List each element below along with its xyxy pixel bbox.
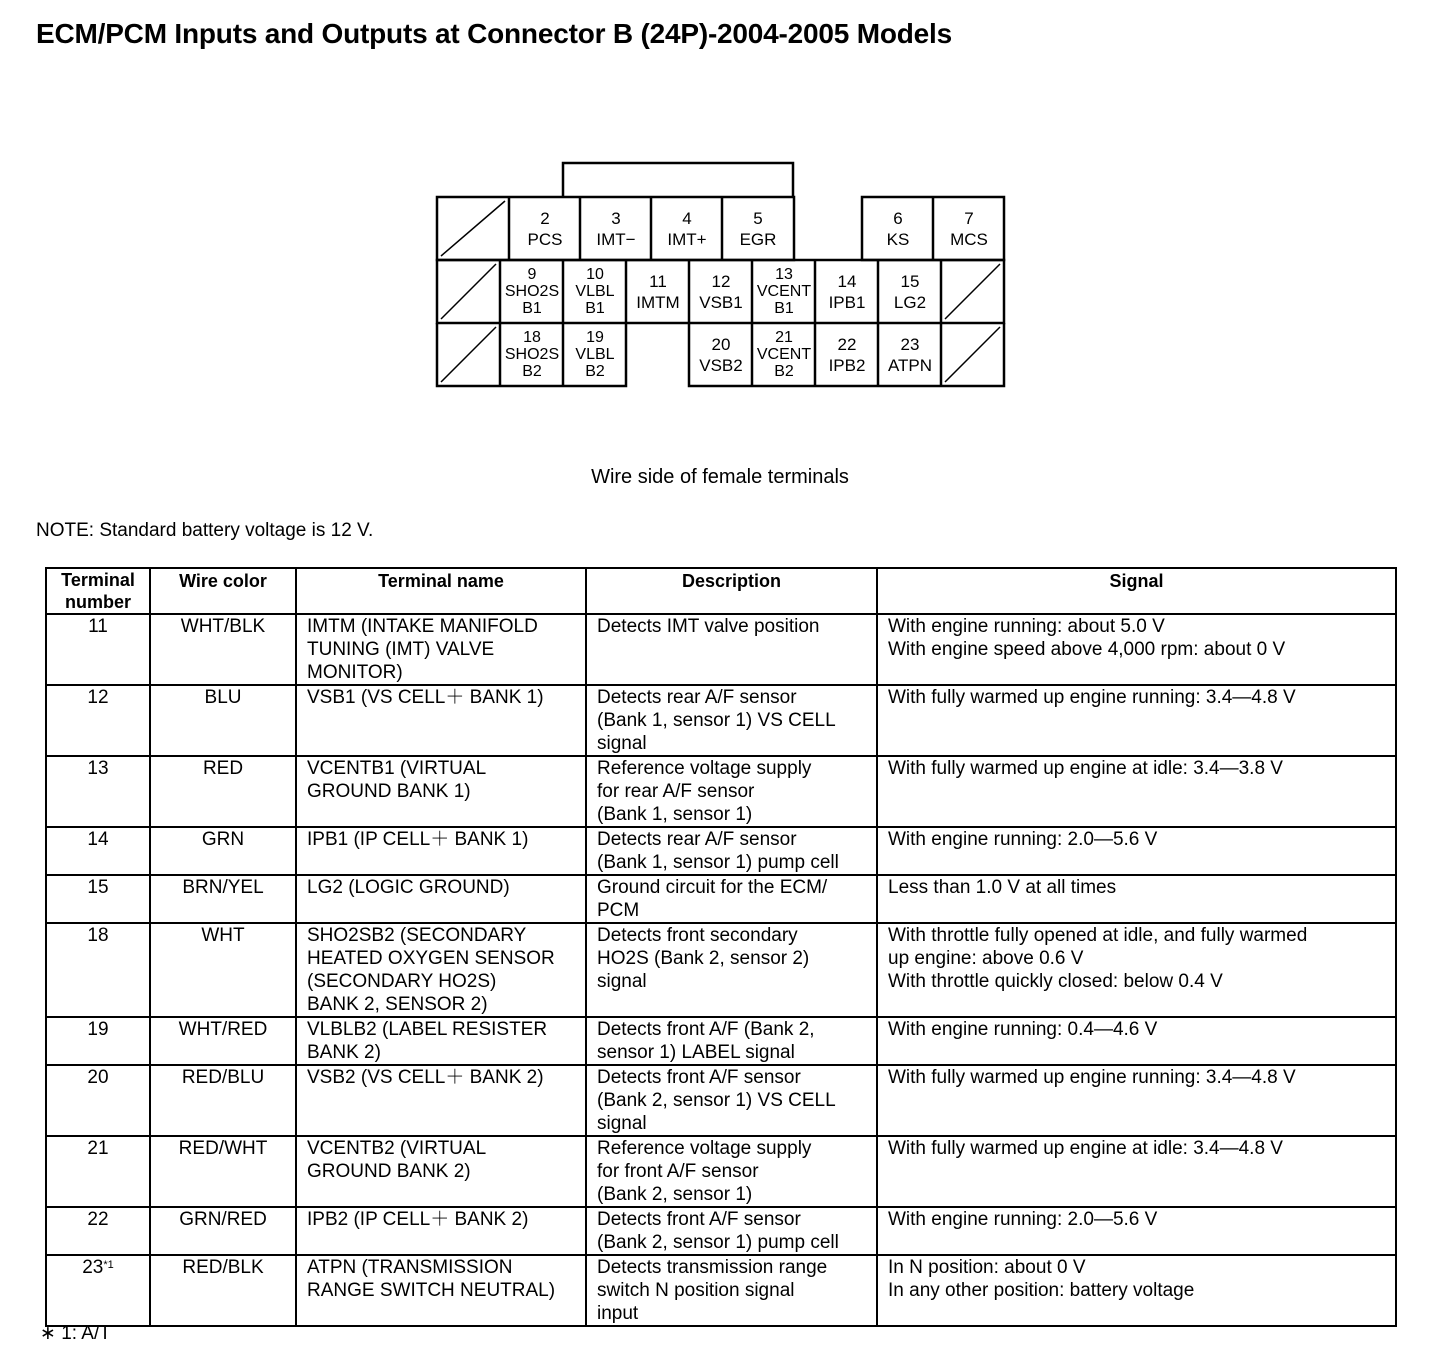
terminal-number-cell xyxy=(46,923,150,1017)
terminal-footnote-mark: *1 xyxy=(103,1259,114,1271)
pin-number: 7 xyxy=(964,209,974,228)
terminal-name-cell xyxy=(296,1136,586,1207)
cell-line: LG2 (LOGIC GROUND) xyxy=(307,877,510,898)
terminal-number: 23 xyxy=(82,1257,104,1278)
cell-line: Detects rear A/F sensor xyxy=(597,829,797,850)
pin-number: 10 xyxy=(586,266,604,283)
cell-line: signal xyxy=(597,1113,647,1134)
cell-line: BANK 2) xyxy=(307,1042,381,1063)
signal-cell xyxy=(877,1065,1396,1136)
pin-label: VSB2 xyxy=(699,356,743,375)
description-cell xyxy=(586,1207,877,1255)
cell-line: (Bank 1, sensor 1) pump cell xyxy=(597,852,839,873)
description-cell xyxy=(586,875,877,923)
terminal-number-cell xyxy=(46,1065,150,1136)
wire-color-cell: GRN xyxy=(150,827,296,875)
io-table xyxy=(45,567,1397,1327)
cell-line: With throttle quickly closed: below 0.4 V xyxy=(888,971,1223,992)
terminal-name-cell xyxy=(296,875,586,923)
cell-line: With fully warmed up engine at idle: 3.4—4.8 V xyxy=(888,1138,1283,1159)
header-signal: Signal xyxy=(877,568,1396,614)
terminal-number-cell xyxy=(46,756,150,827)
cell-line: With engine speed above 4,000 rpm: about 0 V xyxy=(888,639,1286,660)
terminal-name-cell xyxy=(296,1065,586,1136)
pin-number: 3 xyxy=(611,209,621,228)
terminal-name-cell xyxy=(296,1207,586,1255)
cell-line: With engine running: 2.0—5.6 V xyxy=(888,829,1158,850)
pin-number: 21 xyxy=(775,329,793,346)
terminal-number-cell xyxy=(46,875,150,923)
cell-line: signal xyxy=(597,971,647,992)
pin-number: 6 xyxy=(893,209,903,228)
pin-label: B1 xyxy=(522,300,542,317)
terminal-number: 15 xyxy=(87,877,109,898)
cell-line: Reference voltage supply xyxy=(597,758,812,779)
cell-line: HEATED OXYGEN SENSOR xyxy=(307,948,555,969)
cell-line: With fully warmed up engine running: 3.4—4.8 V xyxy=(888,1067,1296,1088)
table-row xyxy=(46,827,1396,875)
table-row xyxy=(46,1207,1396,1255)
pin-label: B2 xyxy=(522,363,542,380)
pin-number: 20 xyxy=(711,335,731,354)
cell-line: In any other position: battery voltage xyxy=(888,1280,1195,1301)
cell-line: Ground circuit for the ECM/ xyxy=(597,877,828,898)
pin-label: IMTM xyxy=(636,293,680,312)
cell-line: SHO2SB2 (SECONDARY xyxy=(307,925,527,946)
signal-cell xyxy=(877,614,1396,685)
description-cell xyxy=(586,614,877,685)
cell-line: With engine running: 0.4—4.6 V xyxy=(888,1019,1158,1040)
pin-number: 14 xyxy=(837,272,857,291)
cell-line: VCENTB2 (VIRTUAL xyxy=(307,1138,487,1159)
cell-line: Less than 1.0 V at all times xyxy=(888,877,1117,898)
terminal-name-cell xyxy=(296,827,586,875)
pin-number: 23 xyxy=(900,335,920,354)
terminal-number: 14 xyxy=(87,829,109,850)
description-cell xyxy=(586,1255,877,1326)
cell-line: (Bank 2, sensor 1) xyxy=(597,1184,753,1205)
pin-label: IMT− xyxy=(596,230,636,249)
wire-color-cell: WHT/BLK xyxy=(150,614,296,685)
terminal-number: 20 xyxy=(87,1067,109,1088)
table-row xyxy=(46,1136,1396,1207)
cell-line: VLBLB2 (LABEL RESISTER xyxy=(307,1019,548,1040)
table-row xyxy=(46,1065,1396,1136)
terminal-number: 22 xyxy=(87,1209,109,1230)
cell-line: Detects transmission range xyxy=(597,1257,828,1278)
cell-line: VSB2 (VS CELL＋ BANK 2) xyxy=(307,1067,544,1088)
pin-label: IPB1 xyxy=(828,293,866,312)
cell-line: MONITOR) xyxy=(307,662,403,683)
wire-color-cell: RED xyxy=(150,756,296,827)
wire-color-cell: RED/WHT xyxy=(150,1136,296,1207)
cell-line: IMTM (INTAKE MANIFOLD xyxy=(307,616,538,637)
cell-line: ATPN (TRANSMISSION xyxy=(307,1257,513,1278)
description-cell xyxy=(586,1136,877,1207)
pin-number: 11 xyxy=(649,272,667,291)
wire-color-cell: WHT xyxy=(150,923,296,1017)
cell-line: Reference voltage supply xyxy=(597,1138,812,1159)
table-header-row xyxy=(46,568,1396,614)
cell-line: With fully warmed up engine running: 3.4—4.8 V xyxy=(888,687,1296,708)
cell-line: With throttle fully opened at idle, and fully warmed xyxy=(888,925,1308,946)
pin-label: PCS xyxy=(527,230,563,249)
cell-line: Detects front A/F (Bank 2, xyxy=(597,1019,815,1040)
terminal-number: 13 xyxy=(87,758,109,779)
pin-number: 18 xyxy=(523,329,541,346)
cell-line: VSB1 (VS CELL＋ BANK 1) xyxy=(307,687,544,708)
pin-label: EGR xyxy=(739,230,777,249)
table-row xyxy=(46,1255,1396,1326)
page-title: ECM/PCM Inputs and Outputs at Connector B (24P)-2004-2005 Models xyxy=(36,18,952,49)
footnote: ∗ 1: A/T xyxy=(40,1323,111,1344)
table-row xyxy=(46,1017,1396,1065)
wire-color-cell: BRN/YEL xyxy=(150,875,296,923)
wire-color-cell: RED/BLU xyxy=(150,1065,296,1136)
pin-label: B2 xyxy=(774,363,794,380)
terminal-name-cell xyxy=(296,1255,586,1326)
cell-line: GROUND BANK 2) xyxy=(307,1161,471,1182)
terminal-number-cell xyxy=(46,1207,150,1255)
terminal-name-cell xyxy=(296,685,586,756)
terminal-number-cell xyxy=(46,827,150,875)
wire-color-cell: RED/BLK xyxy=(150,1255,296,1326)
table-row xyxy=(46,685,1396,756)
pin-number: 5 xyxy=(753,209,763,228)
cell-line: switch N position signal xyxy=(597,1280,795,1301)
pin-label: IPB2 xyxy=(828,356,866,375)
description-cell xyxy=(586,1017,877,1065)
pin-label: IMT+ xyxy=(667,230,707,249)
header-description: Description xyxy=(586,568,877,614)
pin-number: 22 xyxy=(837,335,857,354)
signal-cell xyxy=(877,827,1396,875)
cell-line: HO2S (Bank 2, sensor 2) xyxy=(597,948,810,969)
cell-line: VCENTB1 (VIRTUAL xyxy=(307,758,487,779)
signal-cell xyxy=(877,1136,1396,1207)
terminal-name-cell xyxy=(296,756,586,827)
pin-label: ATPN xyxy=(887,356,933,375)
cell-line: for rear A/F sensor xyxy=(597,781,755,802)
pin-number: 13 xyxy=(775,266,793,283)
description-cell xyxy=(586,827,877,875)
pin-label: VLBL xyxy=(575,283,615,300)
pin-number: 12 xyxy=(711,272,731,291)
diagram-caption: Wire side of female terminals xyxy=(591,466,849,488)
cell-line: TUNING (IMT) VALVE xyxy=(307,639,495,660)
table-row xyxy=(46,614,1396,685)
signal-cell xyxy=(877,1207,1396,1255)
terminal-name-cell xyxy=(296,614,586,685)
cell-line: (Bank 1, sensor 1) xyxy=(597,804,753,825)
cell-line: With fully warmed up engine at idle: 3.4—3.8 V xyxy=(888,758,1283,779)
cell-line: (SECONDARY HO2S) xyxy=(307,971,497,992)
terminal-number: 12 xyxy=(87,687,109,708)
terminal-number-cell xyxy=(46,685,150,756)
signal-cell xyxy=(877,923,1396,1017)
cell-line: up engine: above 0.6 V xyxy=(888,948,1084,969)
table-row xyxy=(46,875,1396,923)
cell-line: Detects front A/F sensor xyxy=(597,1067,801,1088)
description-cell xyxy=(586,685,877,756)
pin-label: LG2 xyxy=(893,293,927,312)
pin-label: SHO2S xyxy=(504,283,560,300)
pin-label: B1 xyxy=(585,300,605,317)
wire-color-cell: WHT/RED xyxy=(150,1017,296,1065)
connector-diagram xyxy=(0,0,1440,420)
terminal-number: 11 xyxy=(88,616,108,637)
cell-line: (Bank 1, sensor 1) VS CELL xyxy=(597,710,836,731)
table-row xyxy=(46,756,1396,827)
signal-cell xyxy=(877,875,1396,923)
cell-line: IPB2 (IP CELL＋ BANK 2) xyxy=(307,1209,529,1230)
signal-cell xyxy=(877,1017,1396,1065)
wire-color-cell: GRN/RED xyxy=(150,1207,296,1255)
cell-line: With engine running: about 5.0 V xyxy=(888,616,1165,637)
pin-label: VCENT xyxy=(756,283,812,300)
cell-line: input xyxy=(597,1303,639,1324)
terminal-number-cell xyxy=(46,1255,150,1326)
header-terminal-name: Terminal name xyxy=(296,568,586,614)
pin-label: VSB1 xyxy=(699,293,743,312)
pin-label: MCS xyxy=(950,230,988,249)
pin-number: 9 xyxy=(527,266,537,283)
description-cell xyxy=(586,756,877,827)
cell-line: BANK 2, SENSOR 2) xyxy=(307,994,488,1015)
pin-number: 19 xyxy=(586,329,604,346)
cell-line: for front A/F sensor xyxy=(597,1161,759,1182)
cell-line: IPB1 (IP CELL＋ BANK 1) xyxy=(307,829,529,850)
terminal-number-cell xyxy=(46,1017,150,1065)
table-row xyxy=(46,923,1396,1017)
note: NOTE: Standard battery voltage is 12 V. xyxy=(36,520,374,541)
cell-line: Detects front A/F sensor xyxy=(597,1209,801,1230)
terminal-number-cell xyxy=(46,1136,150,1207)
pin-label: KS xyxy=(886,230,910,249)
pin-label: B1 xyxy=(774,300,794,317)
wire-color-cell: BLU xyxy=(150,685,296,756)
cell-line: (Bank 2, sensor 1) pump cell xyxy=(597,1232,839,1253)
pin-label: B2 xyxy=(585,363,605,380)
cell-line: Detects rear A/F sensor xyxy=(597,687,797,708)
signal-cell xyxy=(877,685,1396,756)
pin-number: 4 xyxy=(682,209,692,228)
terminal-number: 19 xyxy=(87,1019,109,1040)
pin-label: VLBL xyxy=(575,346,615,363)
terminal-name-cell xyxy=(296,923,586,1017)
cell-line: signal xyxy=(597,733,647,754)
pin-number: 2 xyxy=(540,209,550,228)
header-terminal-number: Terminal number xyxy=(46,568,150,614)
cell-line: GROUND BANK 1) xyxy=(307,781,471,802)
terminal-number: 18 xyxy=(87,925,109,946)
signal-cell xyxy=(877,1255,1396,1326)
cell-line: Detects IMT valve position xyxy=(597,616,820,637)
description-cell xyxy=(586,923,877,1017)
cell-line: PCM xyxy=(597,900,640,921)
cell-line: (Bank 2, sensor 1) VS CELL xyxy=(597,1090,836,1111)
cell-line: RANGE SWITCH NEUTRAL) xyxy=(307,1280,556,1301)
cell-line: With engine running: 2.0—5.6 V xyxy=(888,1209,1158,1230)
cell-line: Detects front secondary xyxy=(597,925,798,946)
pin-label: SHO2S xyxy=(504,346,560,363)
cell-line: In N position: about 0 V xyxy=(888,1257,1086,1278)
signal-cell xyxy=(877,756,1396,827)
terminal-number-cell xyxy=(46,614,150,685)
cell-line: sensor 1) LABEL signal xyxy=(597,1042,795,1063)
terminal-number: 21 xyxy=(87,1138,109,1159)
pin-number: 15 xyxy=(900,272,920,291)
pin-label: VCENT xyxy=(756,346,812,363)
terminal-name-cell xyxy=(296,1017,586,1065)
header-wire-color: Wire color xyxy=(150,568,296,614)
description-cell xyxy=(586,1065,877,1136)
